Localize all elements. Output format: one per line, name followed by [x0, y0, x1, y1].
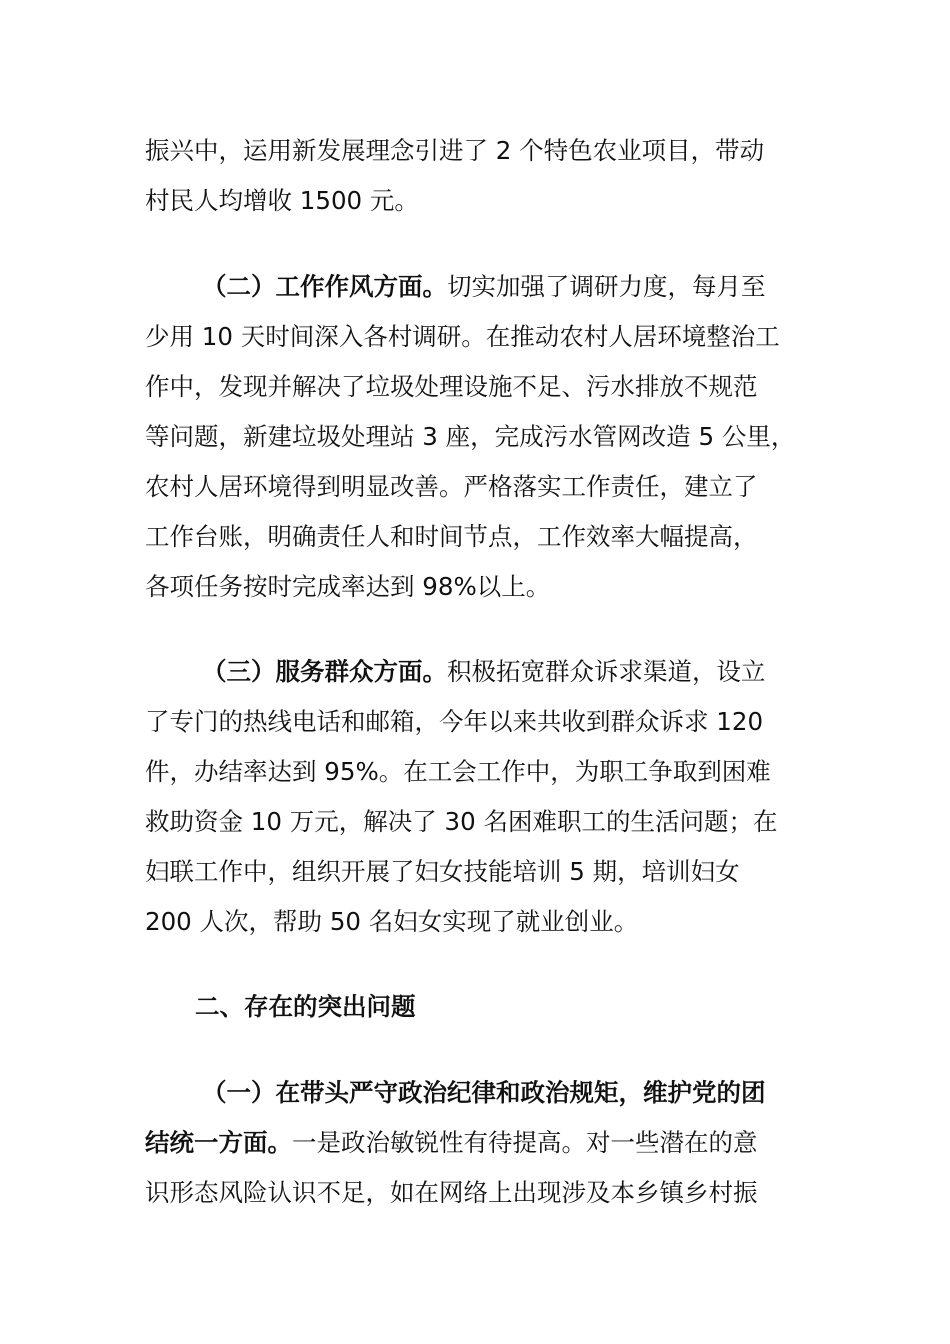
paragraph-first-line [202, 270, 766, 304]
paragraph-text: 切实加强了调研力度，每月至 [447, 272, 766, 301]
paragraph-line: 件，办结率达到 95%。在工会工作中，为职工争取到困难 [145, 757, 771, 786]
paragraph-text: 一是政治敏锐性有待提高。对一些潜在的意 [292, 1128, 758, 1157]
paragraph-line: 少用 10 天时间深入各村调研。在推动农村人居环境整治工 [145, 322, 780, 351]
paragraph-heading: （一）在带头严守政治纪律和政治规矩，维护党的团 [202, 1078, 766, 1107]
section-heading: 二、存在的突出问题 [195, 992, 416, 1021]
paragraph-line: 妇联工作中，组织开展了妇女技能培训 5 期，培训妇女 [145, 857, 740, 886]
paragraph-line: 了专门的热线电话和邮箱，今年以来共收到群众诉求 120 [145, 707, 764, 736]
paragraph-line: 农村人居环境得到明显改善。严格落实工作责任，建立了 [145, 472, 758, 501]
paragraph-line: 等问题，新建垃圾处理站 3 座，完成污水管网改造 5 公里， [145, 422, 796, 451]
paragraph-line: 救助资金 10 万元，解决了 30 名困难职工的生活问题；在 [145, 807, 778, 836]
paragraph-line: 作中，发现并解决了垃圾处理设施不足、污水排放不规范 [145, 372, 758, 401]
paragraph-line: 识形态风险认识不足，如在网络上出现涉及本乡镇乡村振 [145, 1178, 758, 1207]
paragraph-line: 各项任务按时完成率达到 98%以上。 [145, 572, 551, 601]
paragraph-line: 200 人次，帮助 50 名妇女实现了就业创业。 [145, 907, 639, 936]
paragraph-heading: 结统一方面。 [145, 1128, 292, 1157]
paragraph-line [145, 1126, 758, 1160]
paragraph-line: 振兴中，运用新发展理念引进了 2 个特色农业项目，带动 [145, 136, 765, 165]
paragraph-line: 村民人均增收 1500 元。 [145, 186, 419, 215]
paragraph-heading: （三）服务群众方面。 [202, 657, 447, 686]
paragraph-line: 工作台账，明确责任人和时间节点，工作效率大幅提高， [145, 522, 758, 551]
paragraph-first-line [202, 655, 766, 689]
paragraph-text: 积极拓宽群众诉求渠道，设立 [447, 657, 766, 686]
paragraph-heading: （二）工作作风方面。 [202, 272, 447, 301]
